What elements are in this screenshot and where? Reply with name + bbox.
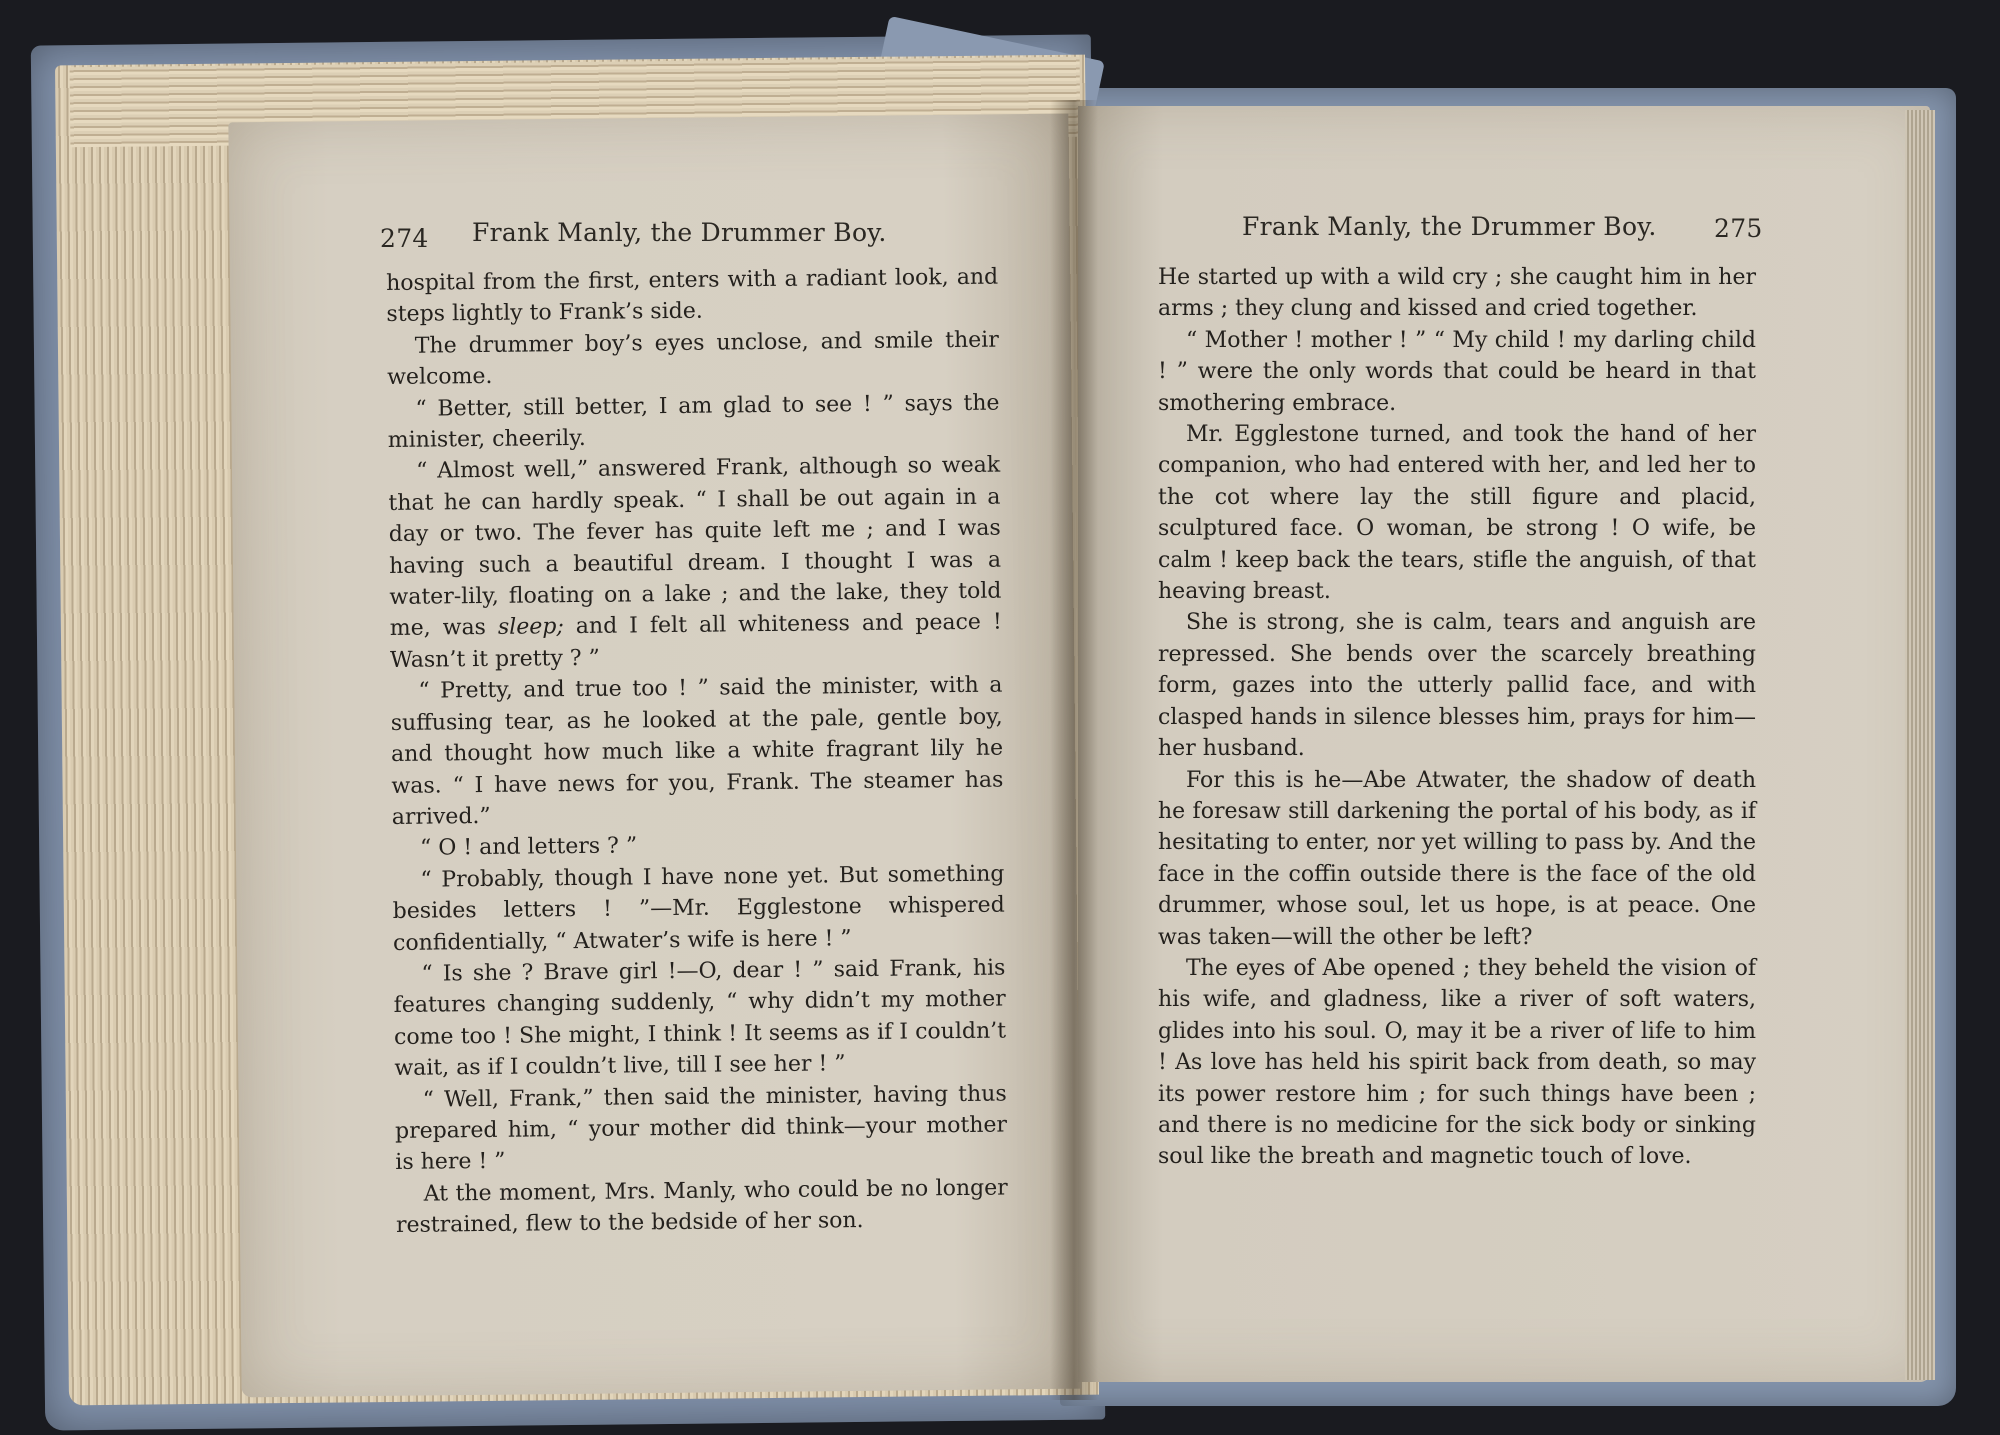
running-title-left: Frank Manly, the Drummer Boy.	[472, 218, 887, 247]
right-page-text	[1158, 262, 1756, 1173]
left-page-text	[386, 262, 1008, 1242]
paragraph: At the moment, Mrs. Manly, who could be no longer restrained, flew to the bedside of her son.	[395, 1175, 1008, 1239]
running-title-right: Frank Manly, the Drummer Boy.	[1242, 212, 1657, 241]
paragraph: He started up with a wild cry ; she caught him in her arms ; they clung and kissed and cried together.	[1158, 265, 1756, 322]
paragraph-dream-tail: and I felt all whiteness and peace ! Wasn’t it pretty ? ”	[389, 610, 1002, 673]
page-number-left: 274	[380, 224, 429, 253]
paragraph: “ Pretty, and true too ! ” said the minister, with a suffusing tear, as he looked at the pale, gentle boy, and thought how much like a white fragrant lily he was. “ I have news for you, Frank. The steamer has arrived.”	[390, 672, 1004, 830]
paragraph: “ Probably, though I have none yet. But something besides letters ! ”—Mr. Egglestone whispered confidentially, “ Atwater’s wife is here ! ”	[392, 861, 1005, 956]
page-edges-right	[1905, 110, 1935, 1380]
paragraph: “ Mother ! mother ! ” “ My child ! my darling child ! ” were the only words that could be heard in that smothering embrace.	[1158, 327, 1756, 416]
paragraph: The eyes of Abe opened ; they beheld the vision of his wife, and gladness, like a river of soft waters, glides into his soul. O, may it be a river of life to him ! As love has held his spirit back from death, so may its power restore him ; for such things have been ; and there is no medicine for the sick body or sinking soul like the breath and magnetic touch of love.	[1158, 955, 1756, 1170]
paragraph: Mr. Egglestone turned, and took the hand of her companion, who had entered with her, and led her to the cot where lay the still figure and placid, sculptured face. O woman, be strong ! O wife, be calm ! keep back the tears, stifle the anguish, of that heaving breast.	[1158, 422, 1756, 605]
paragraph: The drummer boy’s eyes unclose, and smile their welcome.	[387, 327, 999, 391]
paragraph-dream	[388, 450, 1002, 676]
paragraph: “ Well, Frank,” then said the minister, having thus prepared him, “ your mother did think—your mother is here ! ”	[394, 1081, 1008, 1176]
paragraph-dream-text: “ Almost well,” answered Frank, although so weak that he can hardly speak. “ I shall be out again in a day or two. The fever has quite left me ; and I was having such a beautiful dream. I thought I was a water-lily, floating on a lake ; and the lake, they told me, was	[388, 453, 1002, 642]
paragraph: “ Better, still better, I am glad to see ! ” says the minister, cheerily.	[387, 390, 1000, 454]
paragraph: She is strong, she is calm, tears and anguish are repressed. She bends over the scarcely breathing form, gazes into the utterly pallid face, and with clasped hands in silence blesses him, prays for him—her husband.	[1158, 610, 1756, 762]
paragraph: “ O ! and letters ? ”	[419, 833, 638, 861]
page-number-right: 275	[1714, 214, 1763, 243]
italic-word: sleep;	[497, 614, 564, 641]
paragraph: For this is he—Abe Atwater, the shadow of death he foresaw still darkening the portal of his body, as if hesitating to enter, nor yet willing to pass by. And the face in the coffin outside there is the face of the old drummer, whose soul, let us hope, is at peace. One was taken—will the other be left?	[1158, 767, 1756, 950]
paragraph: “ Is she ? Brave girl !—O, dear ! ” said Frank, his features changing suddenly, “ why didn’t my mother come too ! She might, I think ! It seems as if I couldn’t wait, as if I couldn’t live, till I see her ! ”	[393, 955, 1007, 1082]
book-gutter	[1050, 100, 1098, 1400]
paragraph: hospital from the first, enters with a radiant look, and steps lightly to Frank’s side.	[386, 264, 999, 328]
